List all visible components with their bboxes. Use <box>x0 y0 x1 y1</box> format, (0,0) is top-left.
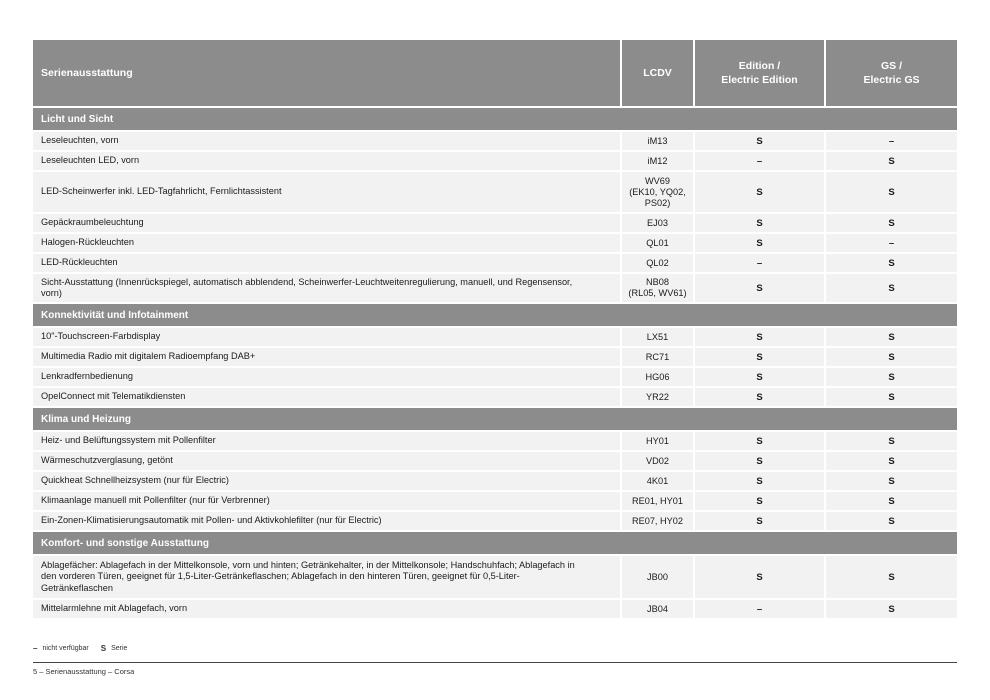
feature-name <box>33 368 622 386</box>
gs-value-text: S <box>888 186 895 198</box>
table-header <box>33 40 957 106</box>
table-row <box>33 150 957 170</box>
feature-name-text: Mittelarmlehne mit Ablagefach, vorn <box>41 603 188 614</box>
feature-name-text: Wärmeschutzverglasung, getönt <box>41 455 173 466</box>
lcdv-code-text: JB04 <box>647 603 668 614</box>
section-header: Komfort- und sonstige Ausstattung <box>33 532 957 554</box>
feature-name-text: Lenkradfernbedienung <box>41 371 133 382</box>
lcdv-code-text: HY01 <box>646 435 669 446</box>
gs-value <box>826 388 957 406</box>
lcdv-code <box>622 388 695 406</box>
table-row <box>33 232 957 252</box>
legend-symbol-na: – <box>33 644 38 653</box>
edition-value <box>695 348 826 366</box>
edition-value <box>695 600 826 618</box>
feature-name-text: Heiz- und Belüftungssystem mit Pollenfilter <box>41 435 216 446</box>
gs-value <box>826 214 957 232</box>
header-edition-line2: Electric Edition <box>721 74 798 86</box>
edition-value <box>695 152 826 170</box>
table-row <box>33 386 957 406</box>
edition-value <box>695 556 826 598</box>
edition-value <box>695 274 826 302</box>
gs-value <box>826 492 957 510</box>
legend-symbol-serie: S <box>100 644 107 653</box>
header-gs <box>826 40 957 106</box>
edition-value-text: S <box>756 282 763 294</box>
gs-value-text: S <box>888 391 895 403</box>
lcdv-code-text: iM12 <box>647 155 668 166</box>
feature-name <box>33 432 622 450</box>
gs-value <box>826 234 957 252</box>
edition-value <box>695 368 826 386</box>
gs-value-text: S <box>888 217 895 229</box>
lcdv-code-text: QL01 <box>646 237 669 248</box>
table-row <box>33 450 957 470</box>
gs-value-text: S <box>888 455 895 467</box>
footer-divider <box>33 662 957 663</box>
table-row <box>33 470 957 490</box>
lcdv-code <box>622 472 695 490</box>
lcdv-code <box>622 234 695 252</box>
gs-value <box>826 472 957 490</box>
feature-name-text: Ablagefächer: Ablagefach in der Mittelkonsole, vorn und hinten; Getränkehalter, in der Mittelkonsole; Handschuhfach; Ablagefach in den vorderen Türen, geeignet für 1,5-Liter-Getränkeflaschen; Ablagefach in den hinteren Türen, geeignet für 0,5-Liter-Getränkeflaschen <box>41 559 575 593</box>
lcdv-code-text: WV69 (EK10, YQ02, PS02) <box>629 175 686 208</box>
edition-value-text: S <box>756 455 763 467</box>
table-row <box>33 554 957 598</box>
table-row <box>33 490 957 510</box>
edition-value <box>695 214 826 232</box>
edition-value-text: S <box>756 331 763 343</box>
edition-value <box>695 234 826 252</box>
feature-name-text: Sicht-Ausstattung (Innenrückspiegel, automatisch abblendend, Scheinwerfer-Leuchtweitenregulierung, manuell, und Regensensor, vorn) <box>41 276 573 298</box>
lcdv-code <box>622 214 695 232</box>
edition-value-text: S <box>756 186 763 198</box>
feature-name-text: LED-Scheinwerfer inkl. LED-Tagfahrlicht, Fernlichtassistent <box>41 186 282 197</box>
edition-value <box>695 388 826 406</box>
gs-value <box>826 152 957 170</box>
header-edition-line1: Edition / <box>738 60 781 72</box>
lcdv-code <box>622 556 695 598</box>
gs-value-text: S <box>888 351 895 363</box>
gs-value <box>826 512 957 530</box>
lcdv-code-text: JB00 <box>647 571 668 582</box>
lcdv-code-text: NB08 (RL05, WV61) <box>628 277 687 298</box>
edition-value-text: S <box>756 475 763 487</box>
feature-name <box>33 492 622 510</box>
edition-value-text: – <box>756 603 763 615</box>
gs-value-text: S <box>888 435 895 447</box>
table-row <box>33 598 957 618</box>
feature-name <box>33 556 622 598</box>
section-header: Konnektivität und Infotainment <box>33 304 957 326</box>
edition-value <box>695 132 826 150</box>
table-row <box>33 510 957 530</box>
header-lcdv: LCDV <box>622 40 695 106</box>
lcdv-code <box>622 452 695 470</box>
gs-value <box>826 348 957 366</box>
feature-name <box>33 152 622 170</box>
edition-value-text: S <box>756 217 763 229</box>
edition-value-text: S <box>756 391 763 403</box>
header-serienausstattung: Serienausstattung <box>33 40 622 106</box>
lcdv-code-text: YR22 <box>646 391 669 402</box>
edition-value-text: S <box>756 371 763 383</box>
table-row <box>33 252 957 272</box>
feature-name-text: Klimaanlage manuell mit Pollenfilter (nur für Verbrenner) <box>41 495 270 506</box>
lcdv-code <box>622 600 695 618</box>
gs-value-text: S <box>888 571 895 583</box>
edition-value-text: – <box>756 257 763 269</box>
feature-name-text: Quickheat Schnellheizsystem (nur für Electric) <box>41 475 229 486</box>
edition-value-text: S <box>756 495 763 507</box>
table-body <box>33 106 957 618</box>
gs-value-text: S <box>888 475 895 487</box>
gs-value-text: S <box>888 257 895 269</box>
table-row <box>33 212 957 232</box>
feature-name <box>33 388 622 406</box>
lcdv-code-text: RE07, HY02 <box>631 515 684 526</box>
lcdv-code <box>622 172 695 212</box>
lcdv-code <box>622 348 695 366</box>
edition-value-text: S <box>756 351 763 363</box>
lcdv-code <box>622 132 695 150</box>
feature-name <box>33 472 622 490</box>
feature-name <box>33 348 622 366</box>
gs-value-text: – <box>888 237 895 249</box>
gs-value <box>826 432 957 450</box>
gs-value-text: S <box>888 495 895 507</box>
feature-name-text: 10"-Touchscreen-Farbdisplay <box>41 331 161 342</box>
edition-value <box>695 512 826 530</box>
lcdv-code <box>622 152 695 170</box>
edition-value <box>695 172 826 212</box>
lcdv-code-text: LX51 <box>646 331 669 342</box>
feature-name <box>33 600 622 618</box>
feature-name-text: Halogen-Rückleuchten <box>41 237 134 248</box>
edition-value <box>695 472 826 490</box>
feature-name <box>33 254 622 272</box>
edition-value-text: S <box>756 515 763 527</box>
lcdv-code-text: iM13 <box>647 135 668 146</box>
legend <box>33 644 139 653</box>
table-row <box>33 430 957 450</box>
edition-value-text: – <box>756 155 763 167</box>
gs-value <box>826 254 957 272</box>
feature-name-text: Multimedia Radio mit digitalem Radioempfang DAB+ <box>41 351 256 362</box>
lcdv-code-text: HG06 <box>645 371 670 382</box>
feature-name-text: Ein-Zonen-Klimatisierungsautomatik mit Pollen- und Aktivkohlefilter (nur für Electric) <box>41 515 382 526</box>
feature-name <box>33 172 622 212</box>
table-row <box>33 326 957 346</box>
header-edition <box>695 40 826 106</box>
lcdv-code-text: RC71 <box>645 351 670 362</box>
feature-name-text: Leseleuchten LED, vorn <box>41 155 140 166</box>
header-gs-line2: Electric GS <box>863 74 920 86</box>
gs-value <box>826 600 957 618</box>
feature-name <box>33 452 622 470</box>
gs-value <box>826 274 957 302</box>
table-row <box>33 272 957 302</box>
gs-value-text: – <box>888 135 895 147</box>
gs-value-text: S <box>888 603 895 615</box>
lcdv-code-text: VD02 <box>646 455 669 466</box>
header-gs-line1: GS / <box>880 60 902 72</box>
gs-value <box>826 452 957 470</box>
gs-value <box>826 328 957 346</box>
gs-value <box>826 556 957 598</box>
feature-name-text: Gepäckraumbeleuchtung <box>41 217 144 228</box>
feature-name <box>33 328 622 346</box>
lcdv-code <box>622 512 695 530</box>
lcdv-code <box>622 254 695 272</box>
lcdv-code-text: 4K01 <box>646 475 669 486</box>
edition-value <box>695 328 826 346</box>
table-row <box>33 366 957 386</box>
gs-value-text: S <box>888 371 895 383</box>
feature-name <box>33 234 622 252</box>
lcdv-code <box>622 432 695 450</box>
feature-name-text: LED-Rückleuchten <box>41 257 118 268</box>
lcdv-code <box>622 274 695 302</box>
legend-text-serie: Serie <box>111 645 128 652</box>
gs-value-text: S <box>888 515 895 527</box>
edition-value <box>695 492 826 510</box>
gs-value-text: S <box>888 331 895 343</box>
feature-name <box>33 512 622 530</box>
lcdv-code-text: EJ03 <box>647 217 668 228</box>
equipment-table <box>33 40 957 618</box>
edition-value-text: S <box>756 435 763 447</box>
edition-value <box>695 432 826 450</box>
edition-value-text: S <box>756 135 763 147</box>
lcdv-code-text: QL02 <box>646 257 669 268</box>
gs-value-text: S <box>888 282 895 294</box>
feature-name <box>33 214 622 232</box>
table-row <box>33 346 957 366</box>
gs-value <box>826 132 957 150</box>
lcdv-code <box>622 492 695 510</box>
feature-name <box>33 274 622 302</box>
gs-value <box>826 172 957 212</box>
page-footer: 5 – Serienausstattung – Corsa <box>33 667 135 676</box>
table-row <box>33 130 957 150</box>
section-header: Klima und Heizung <box>33 408 957 430</box>
lcdv-code-text: RE01, HY01 <box>631 495 684 506</box>
feature-name <box>33 132 622 150</box>
edition-value-text: S <box>756 571 763 583</box>
feature-name-text: Leseleuchten, vorn <box>41 135 119 146</box>
table-row <box>33 170 957 212</box>
section-header: Licht und Sicht <box>33 108 957 130</box>
edition-value <box>695 254 826 272</box>
lcdv-code <box>622 328 695 346</box>
legend-text-na: nicht verfügbar <box>42 645 89 652</box>
edition-value <box>695 452 826 470</box>
lcdv-code <box>622 368 695 386</box>
gs-value-text: S <box>888 155 895 167</box>
gs-value <box>826 368 957 386</box>
edition-value-text: S <box>756 237 763 249</box>
feature-name-text: OpelConnect mit Telematikdiensten <box>41 391 186 402</box>
